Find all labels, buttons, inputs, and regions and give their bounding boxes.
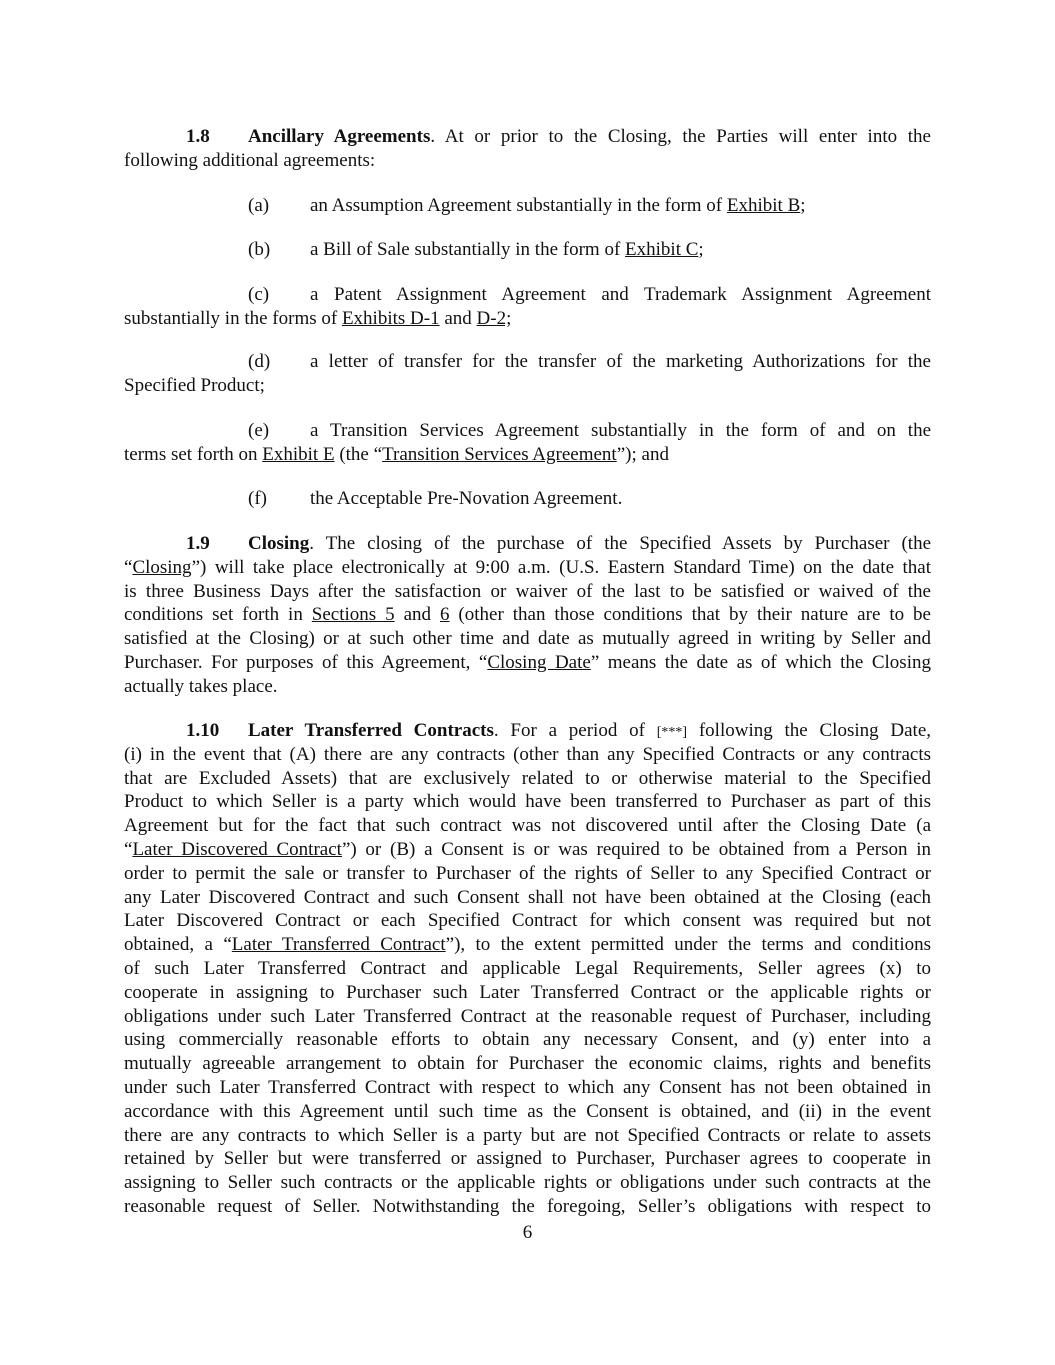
section-1-9: 1.9 Closing. The closing of the purchase of the Specified Assets by Purchaser (the “Closing”) will take place electronically at 9:00 a.m. (U.S. Eastern Standard Time) on the date that is three Business Days after the satisfaction or waiver of the last to be satisfied or waived of the conditions set forth in Sections 5 and 6 (other than those conditions that by their nature are to be satisfied at the Closing) or at such other time and date as mutually agreed in writing by Seller and Purchaser. For purposes of this Agreement, “Closing Date” means the date as of which the Closing actually takes place. — [124, 533, 931, 697]
exhibit-d2-link[interactable]: D-2; — [476, 307, 512, 329]
section-6-link[interactable]: 6 — [439, 604, 450, 626]
list-item-f: (f) the Acceptable Pre-Novation Agreement. — [248, 488, 623, 509]
exhibit-b-link[interactable]: Exhibit B — [726, 195, 801, 216]
defined-term: Transition Services Agreement — [382, 443, 617, 465]
list-item-e: (e) a Transition Services Agreement substantially in the form of and on the terms set forth on Exhibit E (the “Transition Services Agreement”); and — [124, 420, 931, 465]
section-1-8: 1.8 Ancillary Agreements. At or prior to the Closing, the Parties will enter into the following additional agreements: — [124, 126, 931, 171]
exhibit-e-link[interactable]: Exhibit E — [262, 443, 335, 465]
page-number: 6 — [522, 1222, 533, 1243]
section-heading: Later Transferred Contracts — [248, 720, 494, 741]
list-item-a: (a) an Assumption Agreement substantially in the form of Exhibit B; — [248, 195, 806, 216]
defined-term: Later Discovered Contract — [132, 838, 342, 860]
exhibits-d1-link[interactable]: Exhibits D-1 — [341, 307, 440, 329]
exhibit-c-link[interactable]: Exhibit C — [625, 239, 699, 260]
section-1-10: 1.10 Later Transferred Contracts. For a period of [***] following the Closing Date, (i) in the event that (A) there are any contracts (other than any Specified Contracts or any contracts that are Excluded Assets) that are exclusively related to or otherwise material to the Specified Product to which Seller is a party which would have been transferred to Purchaser as part of this Agreement but for the fact that such contract was not discovered until after the Closing Date (a “Later Discovered Contract”) or (B) a Consent is or was required to be obtained from a Person in order to permit the sale or transfer to Purchaser of the rights of Seller to any Specified Contract or any Later Discovered Contract and such Consent shall not have been obtained at the Closing (each Later Discovered Contract or each Specified Contract for which consent was required but not obtained, a “Later Transferred Contract”), to the extent permitted under the terms and conditions of such Later Transferred Contract and applicable Legal Requirements, Seller agrees (x) to cooperate in assigning to Purchaser such Later Transferred Contract or the applicable rights or obligations under such Later Transferred Contract at the reasonable request of Purchaser, including using commercially reasonable efforts to obtain any necessary Consent, and (y) enter into a mutually agreeable arrangement to obtain for Purchaser the economic claims, rights and benefits under such Later Transferred Contract with respect to which any Consent has not been obtained in accordance with this Agreement until such time as the Consent is obtained, and (ii) in the event there are any contracts to which Seller is a party but are not Specified Contracts or relate to assets retained by Seller but were transferred or assigned to Purchaser, Purchaser agrees to cooperate in assigning to Seller such contracts or the applicable rights or obligations under such contracts at the reasonable request of Seller. Notwithstanding the foregoing, Seller’s obligations with respect to — [124, 720, 932, 1217]
defined-term: Later Transferred Contract — [231, 934, 446, 956]
section-number: 1.9 — [186, 533, 210, 554]
list-item-c: (c) a Patent Assignment Agreement and Trademark Assignment Agreement substantially in the forms of Exhibits D-1 and D-2; — [124, 284, 931, 329]
redacted-marker: [***] — [656, 725, 688, 740]
section-number: 1.8 — [186, 126, 210, 147]
list-item-d: (d) a letter of transfer for the transfer of the marketing Authorizations for the Specified Product; — [124, 351, 931, 396]
section-number: 1.10 — [186, 720, 220, 741]
list-item-b: (b) a Bill of Sale substantially in the form of Exhibit C; — [248, 239, 704, 260]
defined-term: Closing — [132, 556, 192, 578]
section-heading: Ancillary Agreements — [248, 126, 431, 147]
section-heading: Closing — [248, 533, 310, 554]
defined-term: Closing Date — [487, 651, 591, 673]
sections-5-link[interactable]: Sections 5 — [311, 604, 395, 626]
